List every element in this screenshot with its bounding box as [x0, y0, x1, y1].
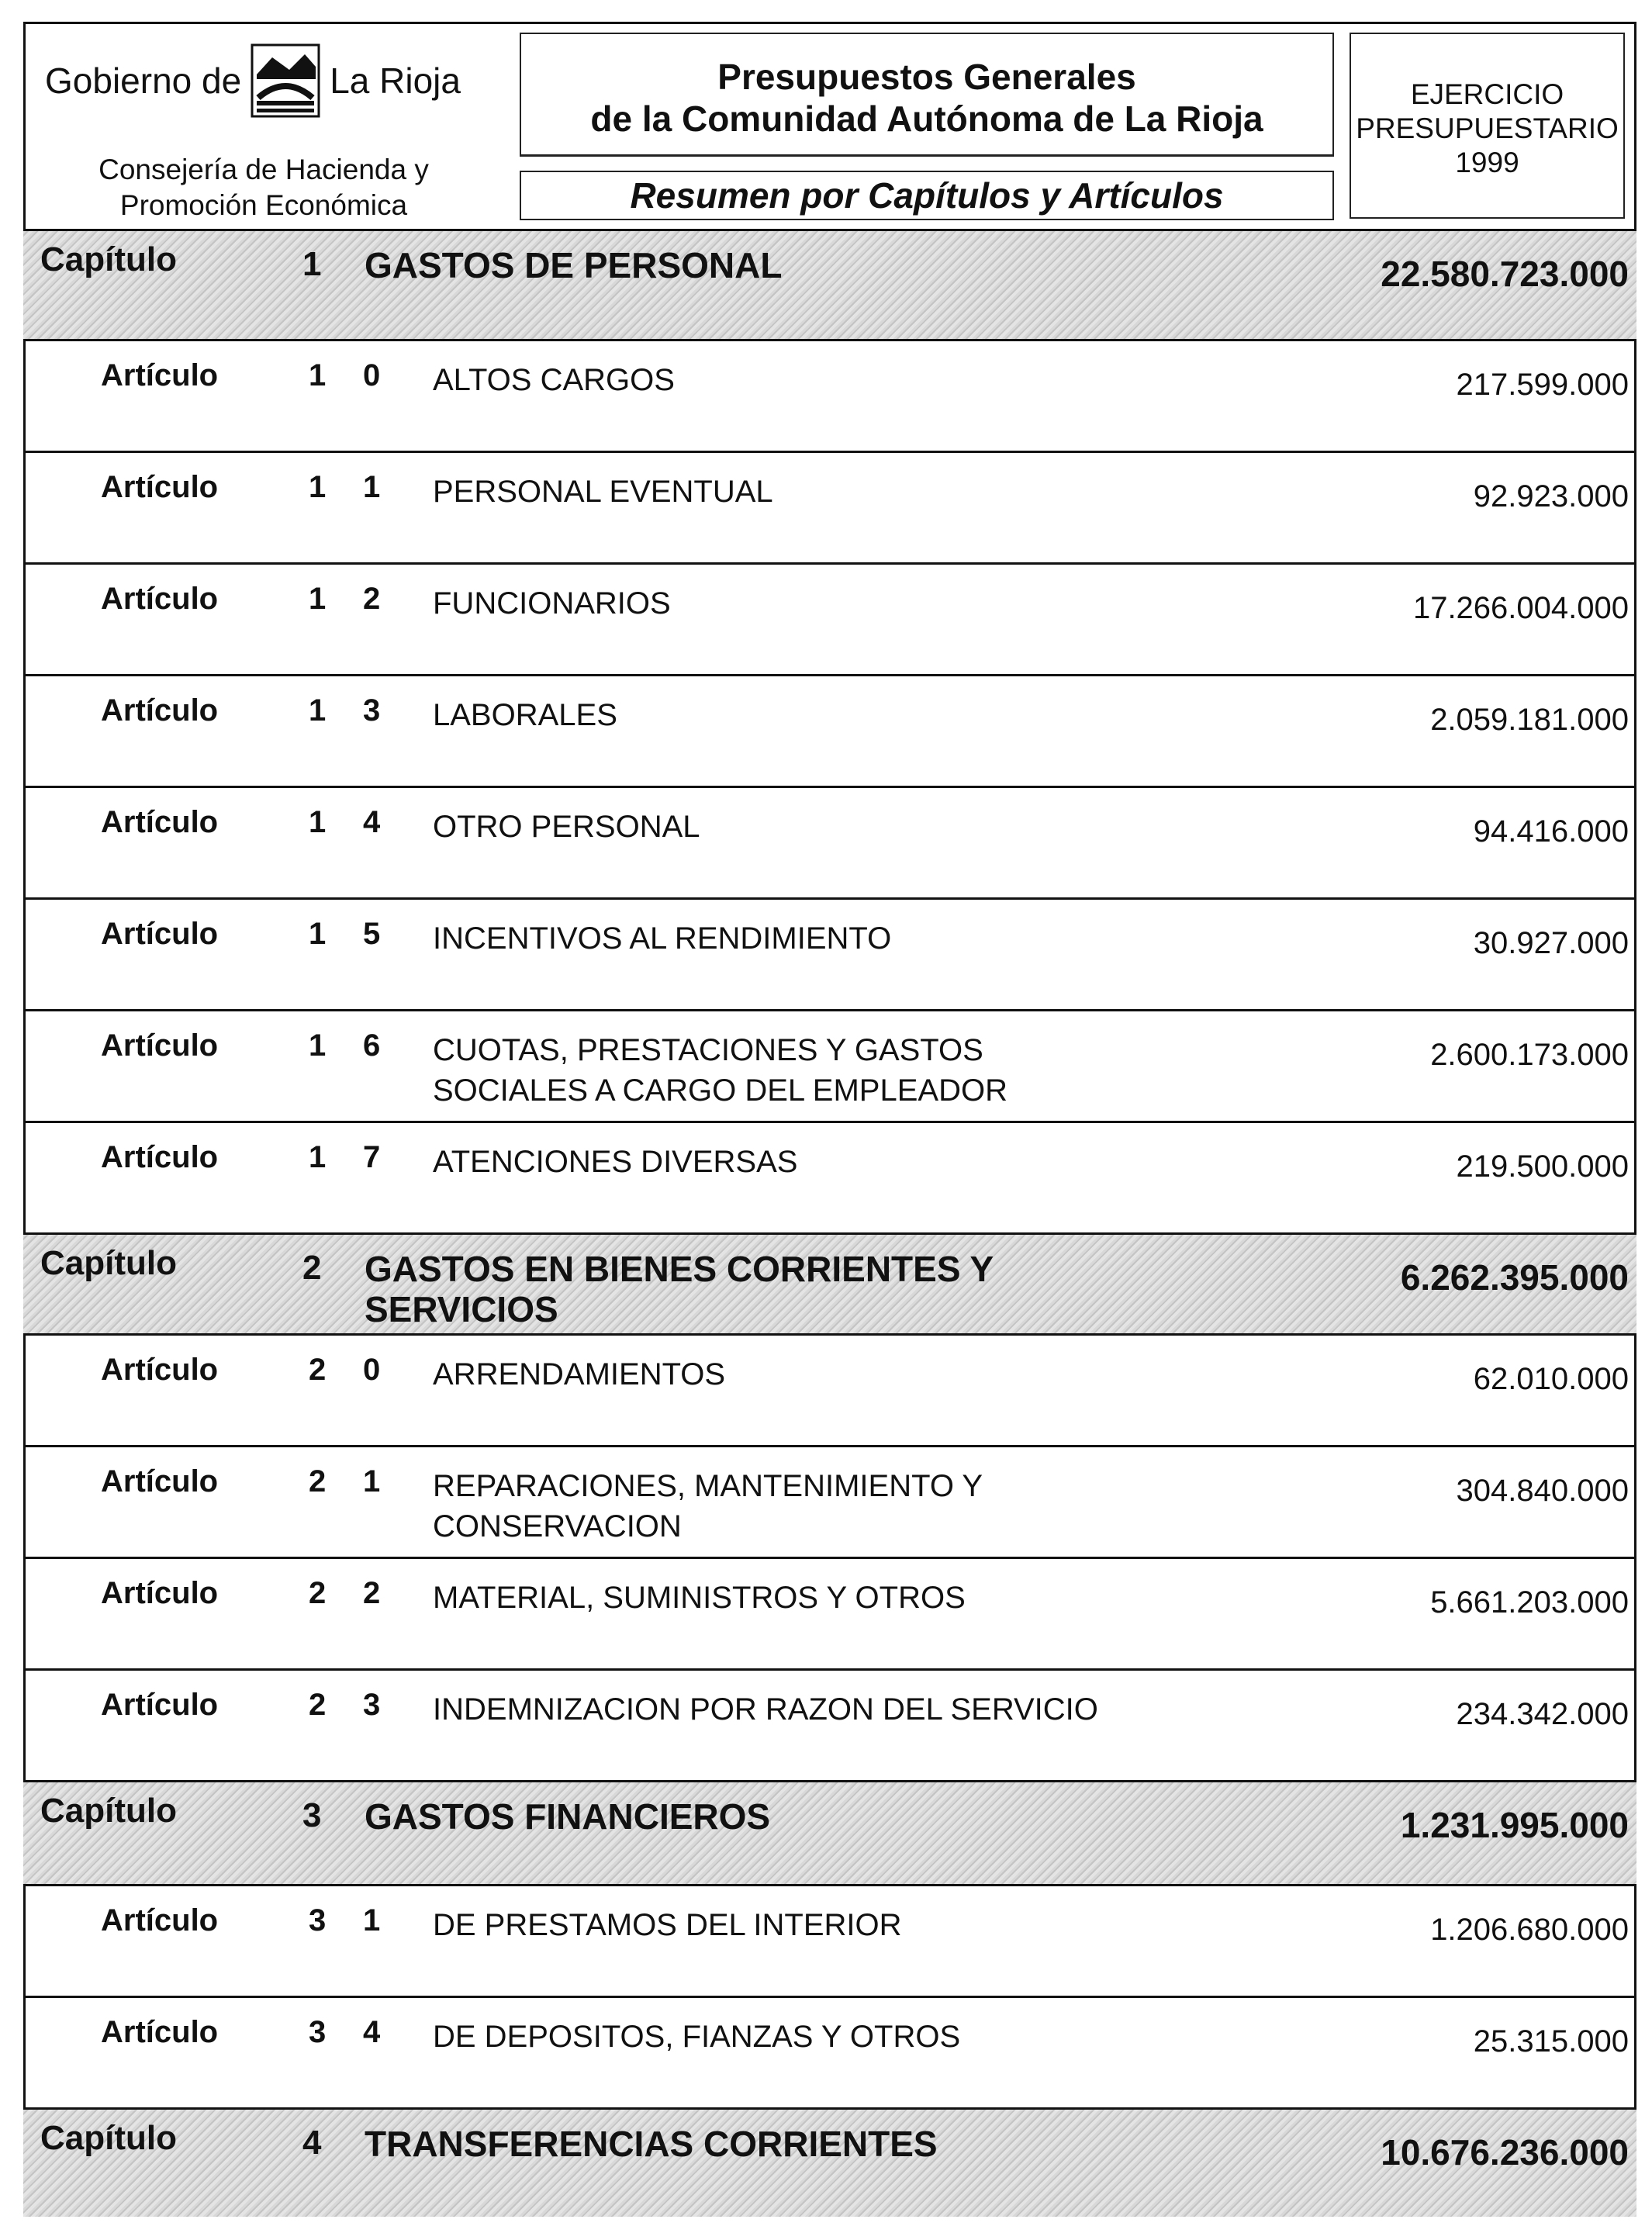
- capitulo-amount: 6.262.395.000: [1400, 1257, 1629, 1298]
- articulo-row: [23, 1123, 1636, 1235]
- articulo-digit: 1: [363, 1464, 381, 1498]
- capitulo-name: [365, 1249, 1140, 1329]
- articulo-chapter-digit: 3: [309, 1903, 327, 1937]
- capitulo-label: Capítulo: [40, 1244, 177, 1282]
- articulo-amount: 94.416.000: [1473, 814, 1629, 849]
- articulo-amount: 92.923.000: [1473, 479, 1629, 513]
- department-line-2: Promoción Económica: [119, 189, 408, 221]
- articulo-name: MATERIAL, SUMINISTROS Y OTROS: [433, 1581, 966, 1615]
- issuer-block: [23, 22, 504, 229]
- capitulo-number: 1: [302, 245, 322, 283]
- articulo-label: Artículo: [101, 2015, 219, 2049]
- articulo-name: OTRO PERSONAL: [433, 810, 700, 844]
- capitulo-amount: 10.676.236.000: [1381, 2132, 1629, 2173]
- articulo-name: DE PRESTAMOS DEL INTERIOR: [433, 1908, 902, 1942]
- articulo-digit: 3: [363, 693, 381, 728]
- articulo-amount: 30.927.000: [1473, 926, 1629, 960]
- articulo-chapter-digit: 1: [309, 1028, 327, 1063]
- articulo-chapter-digit: 1: [309, 358, 327, 392]
- articulo-label: Artículo: [101, 1903, 219, 1937]
- articulo-row: [23, 900, 1636, 1011]
- articulo-name: ALTOS CARGOS: [433, 363, 675, 397]
- capitulo-number: 3: [302, 1796, 322, 1834]
- articulo-chapter-digit: 3: [309, 2015, 327, 2049]
- articulo-amount: 5.661.203.000: [1430, 1585, 1629, 1619]
- articulo-row: [23, 341, 1636, 453]
- articulo-amount: 1.206.680.000: [1430, 1913, 1629, 1947]
- articulo-label: Artículo: [101, 693, 219, 728]
- articulo-row: [23, 676, 1636, 788]
- government-prefix: Gobierno de: [45, 60, 242, 101]
- articulo-name: ATENCIONES DIVERSAS: [433, 1145, 798, 1179]
- articulo-name: [433, 1030, 1363, 1111]
- articulo-label: Artículo: [101, 1576, 219, 1610]
- fiscal-year-box: [1350, 33, 1625, 219]
- articulo-chapter-digit: 1: [309, 582, 327, 616]
- articulo-row: [23, 1011, 1636, 1123]
- capitulo-name: TRANSFERENCIAS CORRIENTES: [365, 2124, 938, 2164]
- articulo-name-line-1: REPARACIONES, MANTENIMIENTO Y: [433, 1469, 983, 1503]
- articulo-row: [23, 1559, 1636, 1671]
- capitulo-name-line-1: GASTOS EN BIENES CORRIENTES Y: [365, 1249, 994, 1289]
- articulo-name-line-2: SOCIALES A CARGO DEL EMPLEADOR: [433, 1073, 1007, 1108]
- capitulo-row: [23, 2110, 1636, 2217]
- articulo-amount: 234.342.000: [1456, 1697, 1629, 1731]
- articulo-row: [23, 788, 1636, 900]
- department-line-1: Consejería de Hacienda y: [98, 154, 429, 185]
- articulo-amount: 217.599.000: [1456, 368, 1629, 402]
- fiscal-year-value: 1999: [1455, 147, 1519, 178]
- articulo-digit: 0: [363, 1353, 381, 1387]
- articulo-chapter-digit: 1: [309, 470, 327, 504]
- articulo-chapter-digit: 1: [309, 1140, 327, 1174]
- articulo-chapter-digit: 2: [309, 1688, 327, 1722]
- capitulo-row: [23, 1782, 1636, 1886]
- articulo-chapter-digit: 2: [309, 1576, 327, 1610]
- articulo-name-line-1: CUOTAS, PRESTACIONES Y GASTOS: [433, 1033, 983, 1067]
- articulo-row: [23, 453, 1636, 565]
- articulo-chapter-digit: 2: [309, 1464, 327, 1498]
- articulo-label: Artículo: [101, 1688, 219, 1722]
- articulo-amount: 25.315.000: [1473, 2024, 1629, 2058]
- articulo-chapter-digit: 1: [309, 693, 327, 728]
- articulo-digit: 7: [363, 1140, 381, 1174]
- fiscal-year-line-2: PRESUPUESTARIO: [1356, 112, 1619, 144]
- articulo-name: INDEMNIZACION POR RAZON DEL SERVICIO: [433, 1692, 1098, 1727]
- capitulo-row: [23, 1235, 1636, 1336]
- articulo-row: [23, 1998, 1636, 2110]
- articulo-chapter-digit: 1: [309, 805, 327, 839]
- government-name: [45, 43, 461, 118]
- capitulo-name: GASTOS DE PERSONAL: [365, 245, 783, 285]
- articulo-amount: 219.500.000: [1456, 1149, 1629, 1184]
- capitulo-amount: 1.231.995.000: [1400, 1805, 1629, 1845]
- articulo-digit: 2: [363, 1576, 381, 1610]
- fiscal-year-line-1: EJERCICIO: [1410, 78, 1564, 110]
- capitulo-number: 4: [302, 2124, 322, 2162]
- articulo-digit: 5: [363, 917, 381, 951]
- articulo-chapter-digit: 1: [309, 917, 327, 951]
- capitulo-label: Capítulo: [40, 2119, 177, 2157]
- articulo-chapter-digit: 2: [309, 1353, 327, 1387]
- articulo-label: Artículo: [101, 805, 219, 839]
- articulo-digit: 3: [363, 1688, 381, 1722]
- articulo-name: DE DEPOSITOS, FIANZAS Y OTROS: [433, 2020, 961, 2054]
- capitulo-amount: 22.580.723.000: [1381, 254, 1629, 294]
- articulo-digit: 2: [363, 582, 381, 616]
- articulo-name: LABORALES: [433, 698, 617, 732]
- articulo-amount: 304.840.000: [1456, 1474, 1629, 1508]
- title-line-1: Presupuestos Generales: [717, 57, 1136, 97]
- articulo-row: [23, 1447, 1636, 1559]
- articulo-digit: 4: [363, 2015, 381, 2049]
- government-suffix: La Rioja: [330, 60, 461, 101]
- capitulo-name: GASTOS FINANCIEROS: [365, 1796, 771, 1837]
- articulo-name: [433, 1466, 1363, 1547]
- articulo-name: PERSONAL EVENTUAL: [433, 475, 773, 509]
- articulo-label: Artículo: [101, 358, 219, 392]
- title-box: [520, 33, 1334, 157]
- articulo-row: [23, 565, 1636, 676]
- document-header: [23, 22, 1636, 231]
- articulo-label: Artículo: [101, 470, 219, 504]
- articulo-amount: 17.266.004.000: [1412, 591, 1629, 625]
- articulo-digit: 0: [363, 358, 381, 392]
- subtitle-box: Resumen por Capítulos y Artículos: [520, 171, 1334, 220]
- title-line-2: de la Comunidad Autónoma de La Rioja: [590, 99, 1263, 139]
- articulo-name: INCENTIVOS AL RENDIMIENTO: [433, 921, 892, 956]
- articulo-digit: 4: [363, 805, 381, 839]
- articulo-label: Artículo: [101, 1464, 219, 1498]
- articulo-label: Artículo: [101, 1353, 219, 1387]
- articulo-amount: 62.010.000: [1473, 1362, 1629, 1396]
- articulo-row: [23, 1336, 1636, 1447]
- articulo-row: [23, 1886, 1636, 1998]
- articulo-amount: 2.600.173.000: [1430, 1038, 1629, 1072]
- title-block: [520, 33, 1334, 219]
- articulo-label: Artículo: [101, 917, 219, 951]
- capitulo-number: 2: [302, 1249, 322, 1287]
- articulo-name: ARRENDAMIENTOS: [433, 1357, 726, 1391]
- articulo-label: Artículo: [101, 582, 219, 616]
- articulo-name-line-2: CONSERVACION: [433, 1509, 682, 1543]
- capitulo-label: Capítulo: [40, 1792, 177, 1830]
- la-rioja-logo-icon: [251, 43, 320, 118]
- articulo-digit: 6: [363, 1028, 381, 1063]
- articulo-label: Artículo: [101, 1140, 219, 1174]
- articulo-row: [23, 1671, 1636, 1782]
- articulo-digit: 1: [363, 1903, 381, 1937]
- articulo-label: Artículo: [101, 1028, 219, 1063]
- capitulo-name-line-2: SERVICIOS: [365, 1289, 558, 1329]
- capitulo-label: Capítulo: [40, 240, 177, 278]
- articulo-name: FUNCIONARIOS: [433, 586, 671, 620]
- articulo-amount: 2.059.181.000: [1430, 703, 1629, 737]
- capitulo-row: [23, 231, 1636, 341]
- articulo-digit: 1: [363, 470, 381, 504]
